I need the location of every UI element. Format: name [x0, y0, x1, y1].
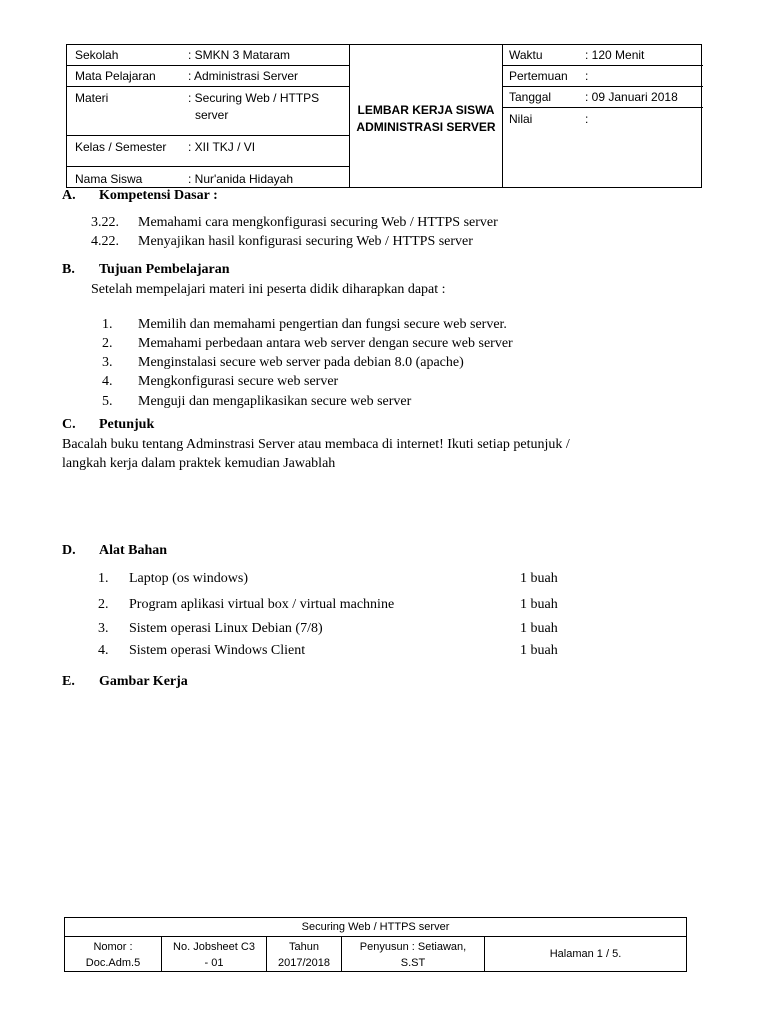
list-number: 4.	[98, 643, 109, 658]
item-quantity: 1 buah	[520, 597, 558, 612]
list-item: Menginstalasi secure web server pada debian 8.0 (apache)	[138, 355, 464, 370]
list-number: 5.	[102, 394, 113, 409]
section-letter: A.	[62, 188, 76, 203]
header-value: : Administrasi Server	[188, 69, 299, 83]
list-item: Memahami perbedaan antara web server dengan secure web server	[138, 336, 513, 351]
item-quantity: 1 buah	[520, 643, 558, 658]
list-number: 3.	[102, 355, 113, 370]
header-row-tanggal	[503, 87, 703, 108]
footer-cell-penyusun	[342, 937, 485, 972]
footer-cell-line2: - 01	[204, 957, 224, 969]
section-letter: C.	[62, 417, 76, 432]
item-quantity: 1 buah	[520, 571, 558, 586]
footer-title: Securing Web / HTTPS server	[65, 918, 686, 937]
footer-cell-line2: Doc.Adm.5	[85, 957, 141, 969]
section-title: Alat Bahan	[99, 543, 168, 558]
list-item: Laptop (os windows)	[129, 571, 248, 586]
list-item: Menyajikan hasil konfigurasi securing Web / HTTPS server	[138, 234, 473, 249]
section-letter: E.	[62, 674, 75, 689]
header-value-continued: server	[195, 108, 229, 122]
footer-cell-line1: Nomor :	[93, 941, 133, 953]
footer-cell-nomor	[65, 937, 162, 972]
header-label: Sekolah	[75, 48, 119, 62]
list-number: 3.	[98, 621, 109, 636]
footer-cell-jobsheet	[162, 937, 267, 972]
list-item: Sistem operasi Windows Client	[129, 643, 306, 658]
footer-cell-line2: S.ST	[400, 957, 426, 969]
section-title: Kompetensi Dasar :	[99, 188, 218, 203]
list-number: 1.	[98, 571, 109, 586]
header-row-waktu	[503, 45, 703, 66]
header-center-column	[350, 45, 503, 187]
footer-cell-line1: No. Jobsheet C3	[173, 941, 255, 953]
list-item: Menguji dan mengaplikasikan secure web server	[138, 394, 412, 409]
section-letter: D.	[62, 543, 76, 558]
header-value: :	[585, 112, 589, 126]
section-title: Tujuan Pembelajaran	[99, 262, 230, 277]
header-right-column	[503, 45, 703, 187]
header-row-mata-pelajaran	[67, 66, 349, 87]
item-quantity: 1 buah	[520, 621, 558, 636]
instruction-text-line2: langkah kerja dalam praktek kemudian Jawablah	[62, 456, 336, 471]
header-label: Mata Pelajaran	[75, 69, 156, 83]
header-value: : Securing Web / HTTPS	[188, 91, 320, 105]
list-number: 3.22.	[91, 215, 119, 230]
footer-cell-tahun	[267, 937, 342, 972]
header-label: Waktu	[509, 48, 543, 62]
footer-table	[64, 917, 687, 972]
section-title: Gambar Kerja	[99, 674, 188, 689]
header-label: Kelas / Semester	[75, 140, 167, 154]
header-label: Nama Siswa	[75, 172, 143, 186]
list-item: Sistem operasi Linux Debian (7/8)	[129, 621, 323, 636]
header-row-materi	[67, 87, 349, 136]
header-value: :	[585, 69, 589, 83]
worksheet-title-line1: LEMBAR KERJA SISWA	[357, 103, 495, 117]
header-row-nama-siswa	[67, 167, 349, 189]
list-number: 2.	[98, 597, 109, 612]
header-row-pertemuan	[503, 66, 703, 87]
header-value: : Nur'anida Hidayah	[188, 172, 294, 186]
header-label: Tanggal	[509, 90, 552, 104]
header-value: : 09 Januari 2018	[585, 90, 678, 104]
list-item: Program aplikasi virtual box / virtual machnine	[129, 597, 395, 612]
header-table	[66, 44, 702, 188]
page-indicator: Halaman 1 / 5.	[549, 948, 622, 960]
worksheet-title-line2: ADMINISTRASI SERVER	[356, 120, 496, 134]
footer-cell-line1: Tahun	[289, 941, 319, 953]
list-number: 4.22.	[91, 234, 119, 249]
list-item: Mengkonfigurasi secure web server	[138, 374, 339, 389]
section-letter: B.	[62, 262, 75, 277]
section-title: Petunjuk	[99, 417, 155, 432]
list-number: 2.	[102, 336, 113, 351]
section-intro: Setelah mempelajari materi ini peserta didik diharapkan dapat :	[91, 282, 446, 297]
instruction-text-line1: Bacalah buku tentang Adminstrasi Server atau membaca di internet! Ikuti setiap petunjuk /	[62, 437, 570, 452]
header-value: : XII TKJ / VI	[188, 140, 256, 154]
list-number: 4.	[102, 374, 113, 389]
header-row-nilai	[503, 108, 703, 189]
header-left-column	[67, 45, 350, 187]
header-row-kelas	[67, 136, 349, 167]
footer-cell-line1: Penyusun : Setiawan,	[359, 941, 467, 953]
list-item: Memahami cara mengkonfigurasi securing Web / HTTPS server	[138, 215, 498, 230]
list-item: Memilih dan memahami pengertian dan fungsi secure web server.	[138, 317, 507, 332]
header-label: Pertemuan	[509, 69, 568, 83]
header-value: : 120 Menit	[585, 48, 645, 62]
list-number: 1.	[102, 317, 113, 332]
header-value: : SMKN 3 Mataram	[188, 48, 291, 62]
header-label: Materi	[75, 91, 109, 105]
header-row-sekolah	[67, 45, 349, 66]
footer-cell-line2: 2017/2018	[278, 957, 330, 969]
footer-cell-halaman	[485, 937, 686, 972]
header-label: Nilai	[509, 112, 533, 126]
worksheet-title	[350, 102, 502, 136]
